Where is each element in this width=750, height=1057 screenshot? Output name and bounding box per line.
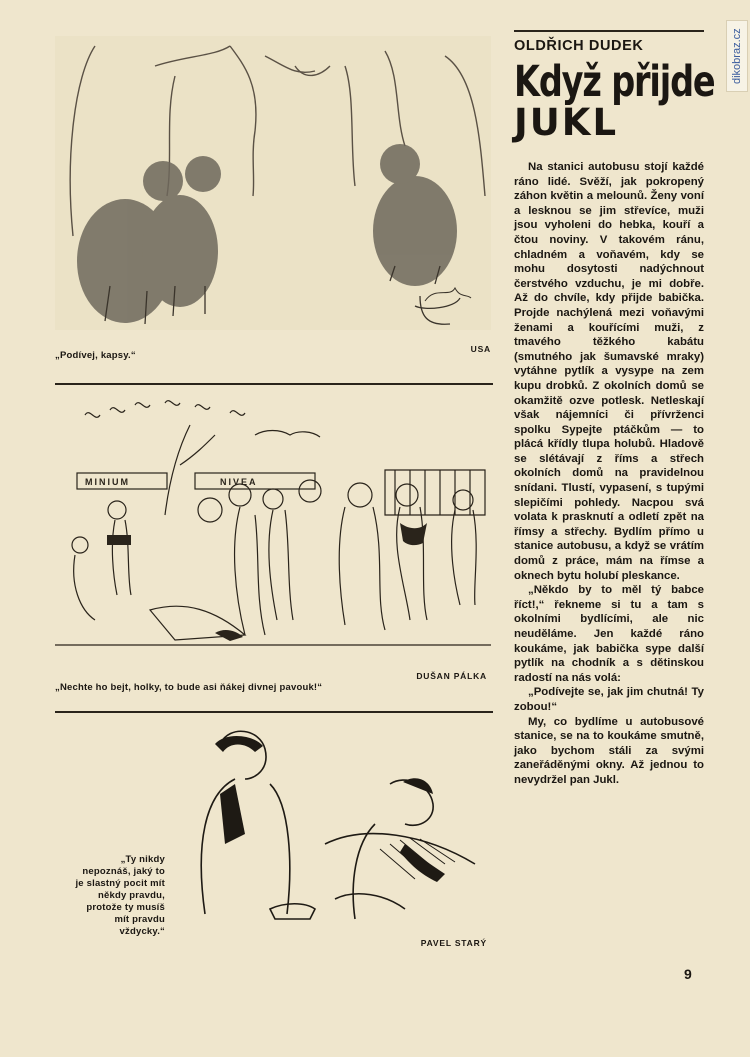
caption-line: je slastný pocit mít xyxy=(75,878,165,889)
caption-line: někdy pravdu, xyxy=(97,890,165,901)
caption-line: protože ty musíš xyxy=(86,902,165,913)
cartoon-credit: DUŠAN PÁLKA xyxy=(416,671,487,681)
article-top-rule xyxy=(514,30,704,32)
cartoon-restaurant xyxy=(55,724,491,952)
article xyxy=(514,30,715,788)
caption-line: vždycky.“ xyxy=(119,926,165,937)
caption-line: nepoznáš, jaký to xyxy=(82,866,165,877)
cartoon-beach xyxy=(55,395,491,700)
cartoon-bears-drawing xyxy=(55,36,491,330)
article-body xyxy=(514,160,704,788)
article-paragraph: „Někdo by to měl tý babce říct!,“ řekneme si tu a tam s okolními bydlícími, ale nic neuděláme. Jen každé ráno koukáme, jak babička sype další pytlík na chodník a s dětinskou radostí na nás volá: xyxy=(514,584,704,684)
article-paragraph: „Podívejte se, jak jim chutná! Ty zobou!“ xyxy=(514,686,704,713)
article-title-line1: Když přijde xyxy=(514,57,715,107)
cartoon-credit: PAVEL STARÝ xyxy=(420,938,487,948)
cartoon-restaurant-drawing xyxy=(175,724,491,924)
article-title-line2: JUKL xyxy=(514,101,619,144)
cartoon-caption xyxy=(55,854,165,938)
caption-line: „Ty nikdy xyxy=(120,854,165,865)
beach-sign-right: NIVEA xyxy=(220,477,258,487)
section-divider xyxy=(55,383,493,385)
article-paragraph: Na stanici autobusu stojí každé ráno lidé. Svěží, jak pokropený záhon květin a melounů. Ženy voní a lesknou se jim střevíce, muži jsou vyholeni do hebka, kouří a čtou noviny. V takovém ránu, chladném a voňavém, kdy se mohu dosytosti nadýchnout čerstvého vzduchu, je mi dobře. Až do chvíle, kdy přijde babička. Projde nachýlená mezi voňavými ženami a kouřícími muži, z tmavého těžkého kabátu (smutného jak šumavské mraky) vytáhne pytlík a vysype na zem kupu drobků. Z okolních domů se okamžitě ozve potlesk. Netleskají však nájemníci či přívrženci spolku Sypejte ptáčkům — to plácá křídly tlupa holubů. Hladově se slétávají z říms a střech okolních domů na pravidelnou snídani. Tlustí, vypasení, s tupými slepičími pohledy. Nacpou svá volata k prasknutí a odletí zpět na římsy a střechy. Bydlím přímo u stanice autobusu, a když se vrátím domů z práce, mám na římse a oknech bytu holubí pleskance. xyxy=(514,161,704,582)
article-author: OLDŘICH DUDEK xyxy=(514,38,644,54)
cartoon-caption: „Nechte ho bejt, holky, to bude asi ňákej divnej pavouk!“ xyxy=(55,682,323,693)
article-paragraph: My, co bydlíme u autobusové stanice, se na to koukáme smutně, jako bychom stáli za svými zaneřáděnými okny. Až jednou to nevydržel pan Jukl. xyxy=(514,715,704,786)
caption-line: mít pravdu xyxy=(114,914,165,925)
cartoon-credit: USA xyxy=(470,344,491,354)
page-number: 9 xyxy=(684,966,692,982)
watermark-logo[interactable]: dikobraz.cz xyxy=(726,20,748,92)
cartoon-bears xyxy=(55,36,491,366)
beach-sign-left: MINIUM xyxy=(85,477,130,487)
section-divider xyxy=(55,711,493,713)
cartoon-caption: „Podívej, kapsy.“ xyxy=(55,350,136,361)
cartoon-beach-drawing xyxy=(55,395,491,660)
